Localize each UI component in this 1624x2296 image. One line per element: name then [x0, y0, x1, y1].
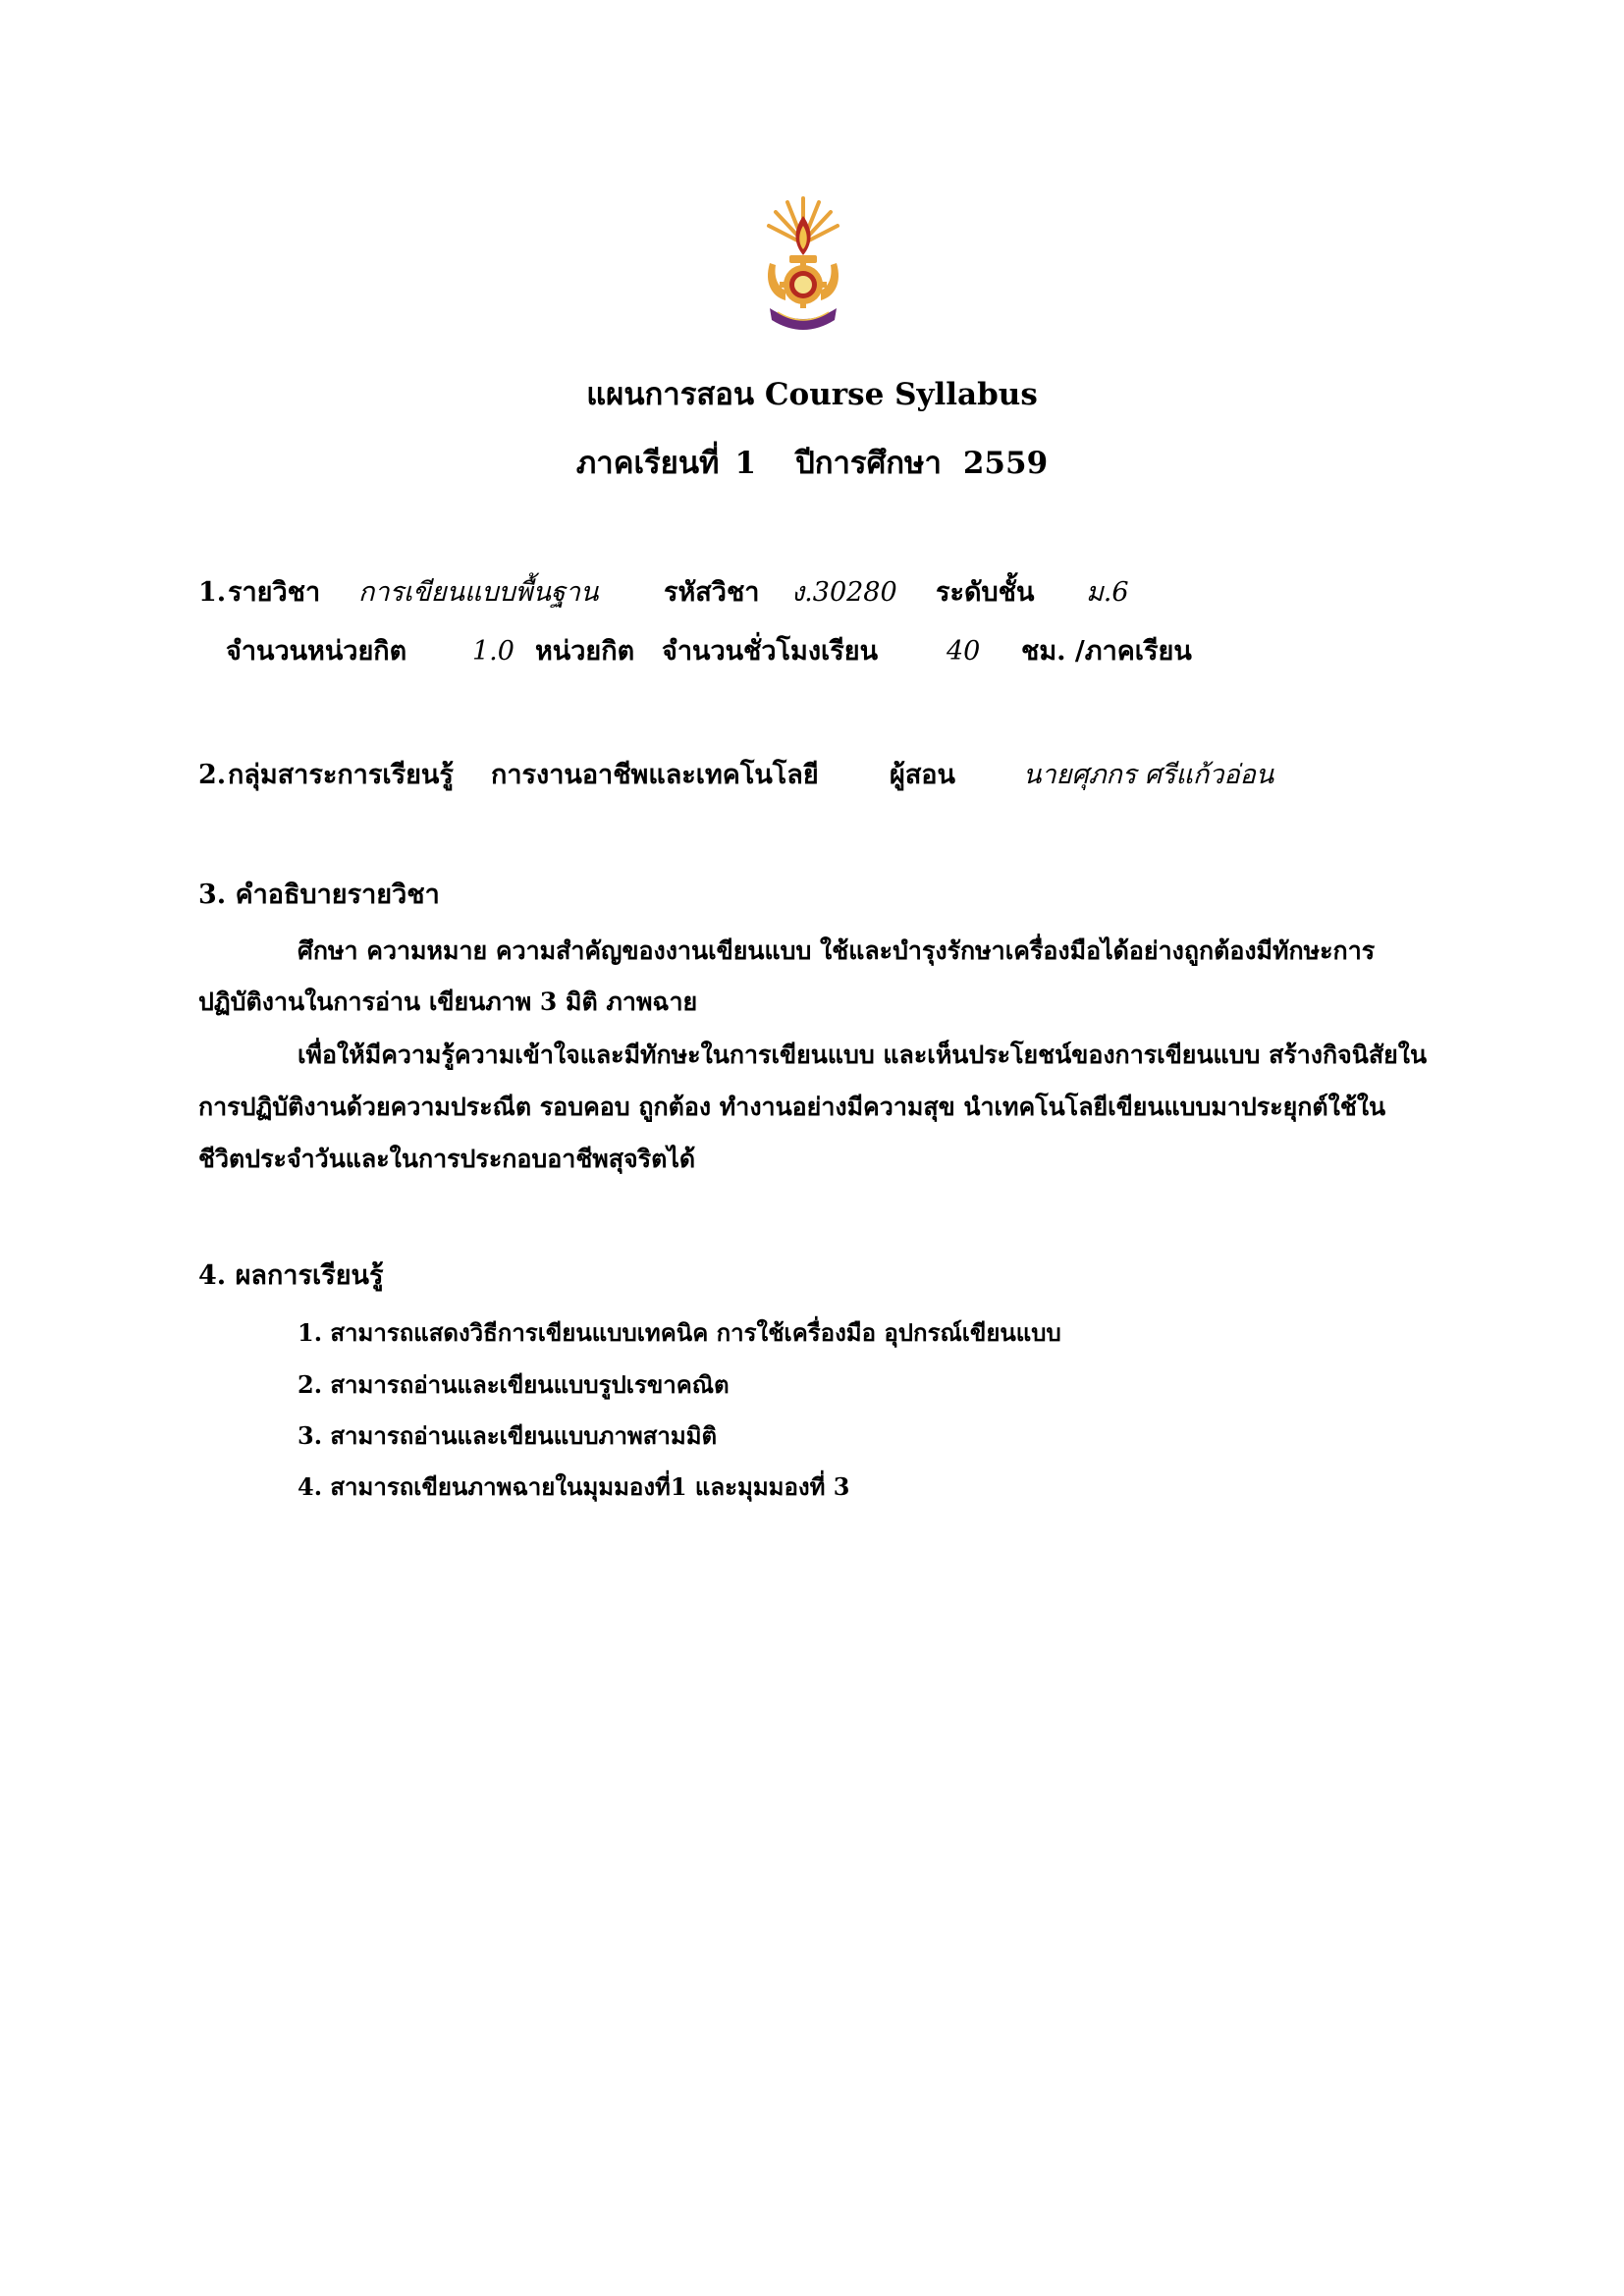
credits-label: จำนวนหน่วยกิต — [226, 636, 407, 667]
semester-label: ภาคเรียนที่ — [575, 446, 720, 481]
level-value: ม.6 — [1086, 577, 1129, 608]
learning-group-label: กลุ่มสาระการเรียนรู้ — [228, 760, 454, 790]
course-description-line: เพื่อให้มีความรู้ความเข้าใจและมีทักษะในการเขียนแบบ และเห็นประโยชน์ของการเขียนแบบ สร้างกิจนิสัยใน — [298, 1041, 1428, 1069]
learning-outcome-item: 2. สามารถอ่านและเขียนแบบรูปเรขาคณิต — [298, 1370, 730, 1399]
learning-outcome-item: 3. สามารถอ่านและเขียนแบบภาพสามมิติ — [298, 1421, 718, 1450]
course-description-line: การปฏิบัติงานด้วยความประณีต รอบคอบ ถูกต้อง ทำงานอย่างมีความสุข นำเทคโนโลยีเขียนแบบมาประยุกต์ใช้ใน — [198, 1093, 1386, 1121]
teacher-value: นายศุภกร ศรีแก้วอ่อน — [1023, 760, 1274, 790]
learning-outcomes-heading: 4. ผลการเรียนรู้ — [198, 1260, 384, 1291]
learning-group-value: การงานอาชีพและเทคโนโลยี — [491, 760, 819, 790]
level-label: ระดับชั้น — [936, 577, 1035, 608]
year-label: ปีการศึกษา — [795, 446, 942, 481]
school-emblem-logo — [764, 194, 842, 342]
page-title: แผนการสอน Course Syllabus — [586, 377, 1038, 412]
section-2-number: 2. — [198, 760, 227, 790]
hours-unit: ชม. /ภาคเรียน — [1021, 636, 1192, 667]
hours-label: จำนวนชั่วโมงเรียน — [662, 636, 879, 667]
subject-code-label: รหัสวิชา — [664, 577, 760, 608]
credits-value: 1.0 — [472, 636, 514, 667]
learning-outcome-item: 4. สามารถเขียนภาพฉายในมุมมองที่1 และมุมมองที่ 3 — [298, 1472, 850, 1501]
course-description-line: ศึกษา ความหมาย ความสำคัญของงานเขียนแบบ ใช้และบำรุงรักษาเครื่องมือได้อย่างถูกต้องมีทักษะการ — [298, 936, 1376, 965]
section-1-number: 1. — [198, 577, 227, 608]
subject-label: รายวิชา — [228, 577, 321, 608]
subject-code-value: ง.30280 — [791, 577, 897, 608]
year-value: 2559 — [962, 446, 1049, 481]
credits-unit: หน่วยกิต — [535, 636, 635, 667]
course-description-line: ชีวิตประจำวันและในการประกอบอาชีพสุจริตได้ — [198, 1145, 696, 1173]
teacher-label: ผู้สอน — [890, 760, 955, 790]
course-description-heading: 3. คำอธิบายรายวิชา — [198, 880, 440, 910]
hours-value: 40 — [947, 636, 981, 667]
learning-outcome-item: 1. สามารถแสดงวิธีการเขียนแบบเทคนิค การใช้เครื่องมือ อุปกรณ์เขียนแบบ — [298, 1318, 1061, 1347]
semester-line — [0, 438, 1624, 487]
semester-value: 1 — [734, 446, 757, 481]
course-description-line: ปฏิบัติงานในการอ่าน เขียนภาพ 3 มิติ ภาพฉาย — [198, 988, 698, 1016]
subject-value: การเขียนแบบพื้นฐาน — [358, 577, 599, 608]
